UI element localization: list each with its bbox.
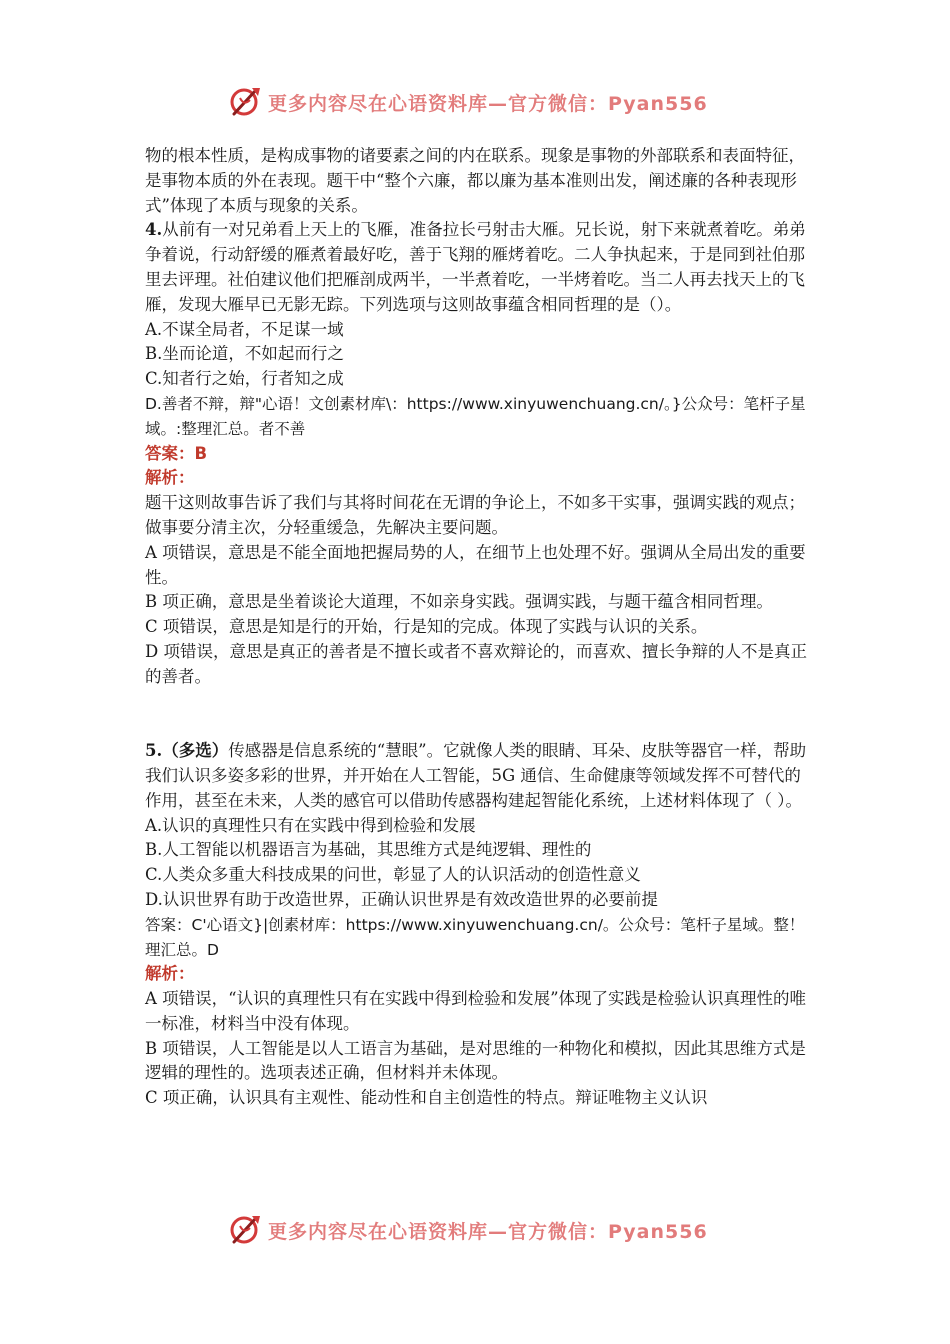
question-5-text: 传感器是信息系统的“慧眼”。它就像人类的眼睛、耳朵、皮肤等器官一样，帮助我们认识多姿多彩的世界，并开始在人工智能，5G 通信、生命健康等领域发挥不可替代的作用，甚至在未来，人类的感官可以借助传感器构建起智能化系统，上述材料体现了（ ）。 [145,741,807,810]
question-4-analysis-line: D 项错误，意思是真正的善者是不擅长或者不喜欢辩论的，而喜欢、擅长争辩的人不是真正的善者。 [145,641,807,686]
question-4-option-a: A.不谋全局者，不足谋一域 [145,319,344,339]
intro-paragraph: 物的根本性质，是构成事物的诸要素之间的内在联系。现象是事物的外部联系和表面特征，是事物本质的外在表现。题干中“整个六廉，都以廉为基本准则出发，阐述廉的各种表现形式”体现了本质与现象的关系。 [145,146,805,215]
pen-logo-icon [228,1212,264,1248]
question-4-analysis-line: B 项正确，意思是坐着谈论大道理，不如亲身实践。强调实践，与题干蕴含相同哲理。 [145,592,773,612]
question-5-number: 5.（多选） [145,741,229,761]
question-5-option-c: C.人类众多重大科技成果的问世，彰显了人的认识活动的创造性意义 [145,865,641,885]
question-4-option-b: B.坐而论道，不如起而行之 [145,344,344,364]
question-4-text: 从前有一对兄弟看上天上的飞雁，准备拉长弓射击大雁。兄长说，射下来就煮着吃。弟弟争着说，行动舒缓的雁煮着最好吃，善于飞翔的雁烤着吃。二人争执起来，于是同到社伯那里去评理。社伯建议他们把雁剖成两半，一半煮着吃，一半烤着吃。当二人再去找天上的飞雁，发现大雁早已无影无踪。下列选项与这则故事蕴含相同哲理的是（）。 [145,220,806,314]
question-4-option-d: D.善者不辩，辩"心语！文创素材库\：https://www.xinyuwenchuang.cn/。}公众号：笔杆子星域。:整理汇总。者不善 [145,394,806,438]
question-4-answer: 答案：B [145,443,208,463]
section-spacer [145,690,807,740]
header-banner [228,82,708,122]
footer-banner [228,1210,708,1250]
question-4-analysis-label: 解析： [145,468,195,488]
question-5-option-a: A.认识的真理性只有在实践中得到检验和发展 [145,815,476,835]
question-5-analysis-label: 解析： [145,964,195,984]
question-5-stem [145,739,807,813]
question-4-analysis-line: 题干这则故事告诉了我们与其将时间花在无谓的争论上，不如多干实事，强调实践的观点；做事要分清主次，分轻重缓急，先解决主要问题。 [145,493,805,537]
question-5-analysis-line: C 项正确，认识具有主观性、能动性和自主创造性的特点。辩证唯物主义认识 [145,1088,708,1108]
question-5-option-d: D.认识世界有助于改造世界，正确认识世界是有效改造世界的必要前提 [145,889,658,909]
question-4-stem [145,218,807,317]
question-5-answer: 答案：C'心语文}|创素材库：https://www.xinyuwenchuang.cn/。公众号：笔杆子星域。整！理汇总。D [145,915,805,959]
document-body [145,144,807,1111]
question-4-number: 4. [145,220,163,240]
question-4-analysis-line: A 项错误，意思是不能全面地把握局势的人，在细节上也处理不好。强调从全局出发的重要性。 [145,542,806,587]
header-banner-text: 更多内容尽在心语资料库—官方微信：Pyan556 [268,92,708,115]
question-5-analysis-line: A 项错误，“认识的真理性只有在实践中得到检验和发展”体现了实践是检验认识真理性的唯一标准，材料当中没有体现。 [145,989,807,1033]
question-5-option-b: B.人工智能以机器语言为基础，其思维方式是纯逻辑、理性的 [145,840,592,860]
question-4-analysis-line: C 项错误，意思是知是行的开始，行是知的完成。体现了实践与认识的关系。 [145,617,708,637]
footer-banner-text: 更多内容尽在心语资料库—官方微信：Pyan556 [268,1220,708,1243]
question-5-analysis-line: B 项错误，人工智能是以人工语言为基础，是对思维的一种物化和模拟，因此其思维方式是逻辑的理性的。选项表述正确，但材料并未体现。 [145,1038,806,1083]
pen-logo-icon [228,84,264,120]
question-4-option-c: C.知者行之始，行者知之成 [145,369,344,389]
